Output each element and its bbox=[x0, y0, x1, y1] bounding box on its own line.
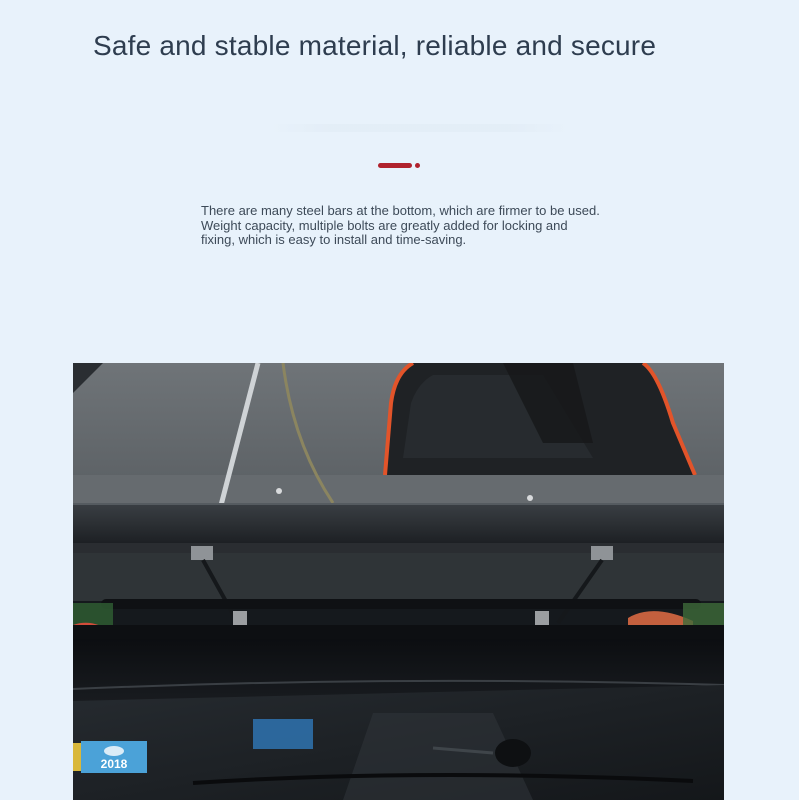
divider-dot bbox=[415, 163, 420, 168]
roof-crossbar bbox=[73, 625, 724, 639]
product-photo-roof-tent-base bbox=[73, 363, 724, 800]
accent-divider bbox=[378, 163, 422, 169]
faint-subtitle-line bbox=[270, 124, 570, 132]
section-headline: Safe and stable material, reliable and secure bbox=[93, 30, 657, 61]
divider-dash bbox=[378, 163, 412, 168]
feature-description: There are many steel bars at the bottom, which are firmer to be used. Weight capacity, multiple bolts are greatly added for locking and fixing, which is easy to install and time-saving. bbox=[201, 203, 600, 248]
roof-tent-illustration bbox=[73, 363, 724, 800]
sticker-year: 2018 bbox=[100, 757, 128, 771]
inspection-sticker bbox=[73, 741, 147, 773]
tent-shell-base bbox=[73, 503, 724, 543]
